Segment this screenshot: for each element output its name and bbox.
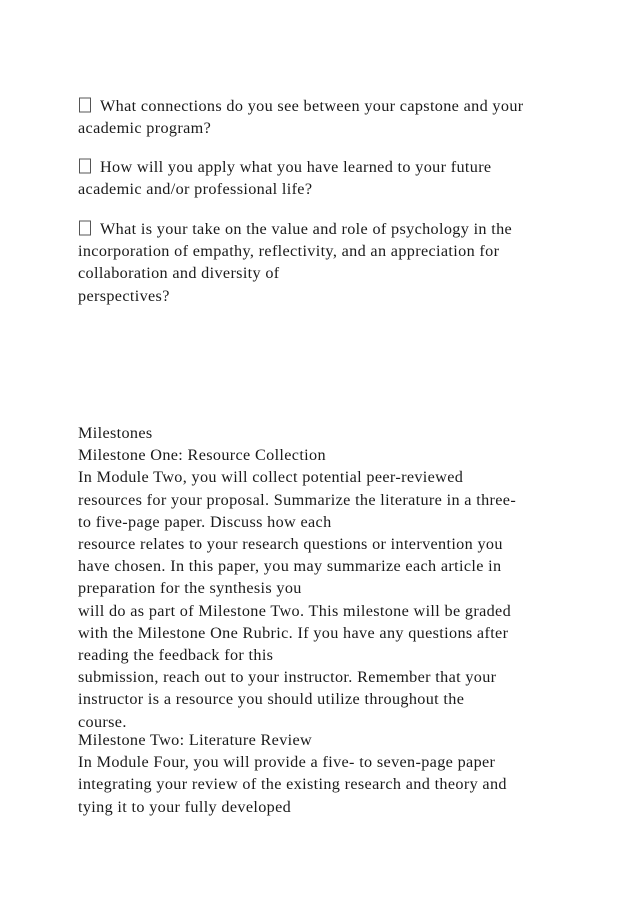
question-1 xyxy=(78,95,578,139)
question-2 xyxy=(78,156,578,200)
question-3-line-3: collaboration and diversity of xyxy=(78,264,280,283)
milestone-one-line-3: to five-page paper. Discuss how each xyxy=(78,512,332,531)
milestone-one-line-4: resource relates to your research questions or intervention you xyxy=(78,535,503,554)
missing-glyph-icon xyxy=(78,97,92,113)
milestone-one-line-6: preparation for the synthesis you xyxy=(78,579,302,598)
milestones-heading: Milestones xyxy=(78,424,153,442)
milestone-two-line-2: integrating your review of the existing research and theory and xyxy=(78,775,507,794)
question-3 xyxy=(78,218,578,307)
milestone-one-line-8: with the Milestone One Rubric. If you have any questions after xyxy=(78,623,509,642)
milestone-two-section xyxy=(78,729,578,818)
milestone-one-line-11: instructor is a resource you should utilize throughout the xyxy=(78,690,465,709)
question-2-line-2: academic and/or professional life? xyxy=(78,180,313,199)
question-3-line-2: incorporation of empathy, reflectivity, and an appreciation for xyxy=(78,242,500,261)
milestone-one-line-10: submission, reach out to your instructor. Remember that your xyxy=(78,668,497,687)
milestone-two-title: Milestone Two: Literature Review xyxy=(78,731,313,749)
milestone-one-line-7: will do as part of Milestone Two. This milestone will be graded xyxy=(78,601,512,620)
milestone-one-line-2: resources for your proposal. Summarize the literature in a three- xyxy=(78,490,517,509)
question-1-line-2: academic program? xyxy=(78,119,212,138)
missing-glyph-icon xyxy=(78,158,92,174)
milestone-two-line-3: tying it to your fully developed xyxy=(78,797,292,816)
milestone-one-title: Milestone One: Resource Collection xyxy=(78,446,326,465)
milestone-one-line-9: reading the feedback for this xyxy=(78,646,274,665)
missing-glyph-icon xyxy=(78,220,92,236)
milestone-one-line-5: have chosen. In this paper, you may summarize each article in xyxy=(78,557,502,576)
question-3-line-4: perspectives? xyxy=(78,286,170,305)
milestone-one-line-12: course. xyxy=(78,712,127,731)
question-1-line-1: What connections do you see between your capstone and your xyxy=(78,95,578,117)
question-3-line-1: What is your take on the value and role of psychology in the xyxy=(78,218,578,240)
milestone-one-section xyxy=(78,422,578,733)
milestone-one-line-1: In Module Two, you will collect potential peer-reviewed xyxy=(78,468,464,487)
question-2-line-1: How will you apply what you have learned to your future xyxy=(78,156,578,178)
milestone-two-line-1: In Module Four, you will provide a five- to seven-page paper xyxy=(78,753,496,772)
